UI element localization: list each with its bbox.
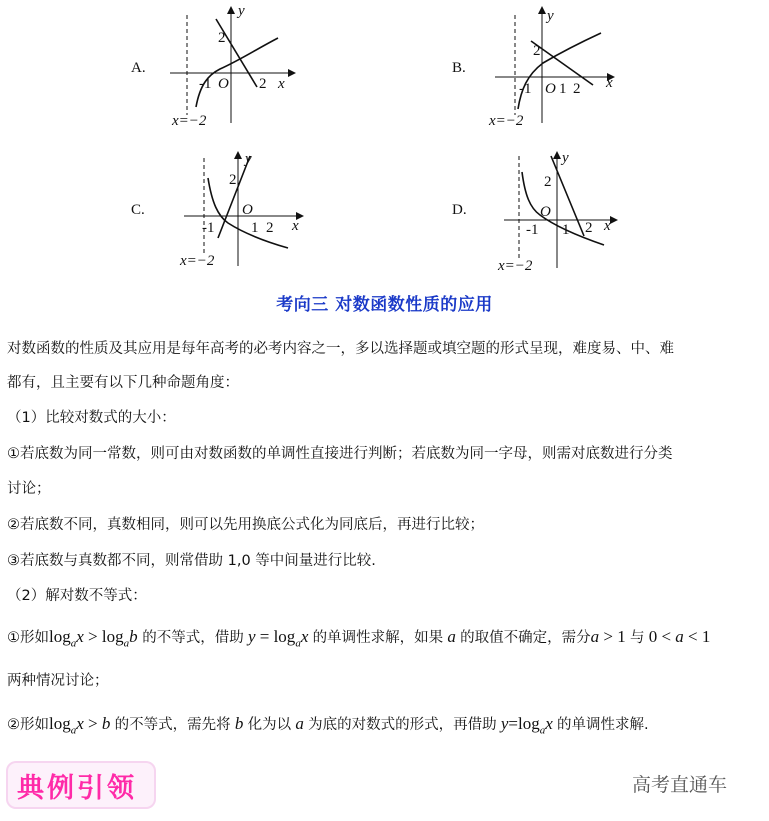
x-axis-label: x — [278, 76, 285, 92]
option-a-graph — [160, 5, 300, 134]
tick-neg1: -1 — [199, 76, 212, 92]
tick-2-y: 2 — [218, 30, 226, 46]
rule-2: ②若底数不同，真数相同，则可以先用换底公式化为同底后，再进行比较； — [7, 517, 484, 533]
svg-text:2: 2 — [229, 172, 237, 188]
option-c-label: C. — [131, 202, 145, 218]
svg-text:O: O — [540, 204, 551, 220]
svg-text:x=−2: x=−2 — [489, 113, 524, 129]
example-banner-label: 典例引领 — [17, 773, 137, 804]
option-b-label: B. — [452, 60, 466, 76]
origin-label: O — [218, 76, 229, 92]
x-arrow — [288, 69, 296, 77]
svg-text:x: x — [606, 75, 613, 91]
svg-text:2: 2 — [544, 174, 552, 190]
svg-text:x=−2: x=−2 — [180, 253, 215, 269]
svg-text:1: 1 — [251, 220, 259, 236]
svg-text:O: O — [242, 202, 253, 218]
svg-text:-1: -1 — [519, 81, 532, 97]
svg-text:y: y — [562, 150, 569, 166]
svg-text:y: y — [245, 151, 252, 167]
option-d-graph — [490, 150, 630, 279]
svg-text:1: 1 — [562, 222, 570, 238]
svg-text:2: 2 — [573, 81, 581, 97]
y-axis-label: y — [238, 5, 245, 19]
rule-1a: ①若底数为同一常数，则可由对数函数的单调性直接进行判断；若底数为同一字母，则需对底数进行分类 — [7, 446, 673, 462]
svg-text:y: y — [547, 8, 554, 24]
option-d-label: D. — [452, 202, 467, 218]
rule-5: ②形如$\log_ax > b$ 的不等式，需先将 b 化为以 a 为底的对数式的形式，再借助 $y=\log_ax$ 的单调性求解. — [7, 714, 649, 737]
svg-text:x: x — [604, 218, 611, 234]
svg-text:2: 2 — [585, 220, 593, 236]
heading-1: （1）比较对数式的大小： — [7, 410, 176, 426]
svg-text:-1: -1 — [202, 220, 215, 236]
rule-3: ③若底数与真数都不同，则常借助 1,0 等中间量进行比较. — [7, 553, 376, 569]
y-arrow — [227, 6, 235, 14]
heading-2: （2）解对数不等式： — [7, 588, 147, 604]
section-title: 考向三 对数函数性质的应用 — [276, 295, 493, 315]
svg-text:O: O — [545, 81, 556, 97]
option-a-label: A. — [131, 60, 146, 76]
svg-text:-1: -1 — [526, 222, 539, 238]
rule-4: ①形如$\log_ax > \log_ab$ 的不等式，借助 $y = \log_ax$ 的单调性求解，如果 a 的取值不确定，需分a > 1 与 0 < a < 1 — [7, 627, 711, 650]
option-b-graph — [485, 5, 625, 134]
svg-text:1: 1 — [559, 81, 567, 97]
svg-text:x=−2: x=−2 — [498, 258, 533, 274]
watermark: 高考直通车 — [632, 774, 728, 796]
svg-text:2: 2 — [533, 43, 541, 59]
option-c-graph — [170, 148, 310, 277]
intro-line-1: 对数函数的性质及其应用是每年高考的必考内容之一，多以选择题或填空题的形式呈现，难度易、中、难 — [7, 341, 674, 357]
tick-2-x: 2 — [259, 76, 267, 92]
svg-text:x: x — [292, 218, 299, 234]
asymptote-label: x=−2 — [172, 113, 207, 129]
svg-text:2: 2 — [266, 220, 274, 236]
rule-4b: 两种情况讨论； — [7, 673, 109, 689]
rule-1b: 讨论； — [7, 481, 51, 497]
intro-line-2: 都有，且主要有以下几种命题角度： — [7, 375, 239, 391]
